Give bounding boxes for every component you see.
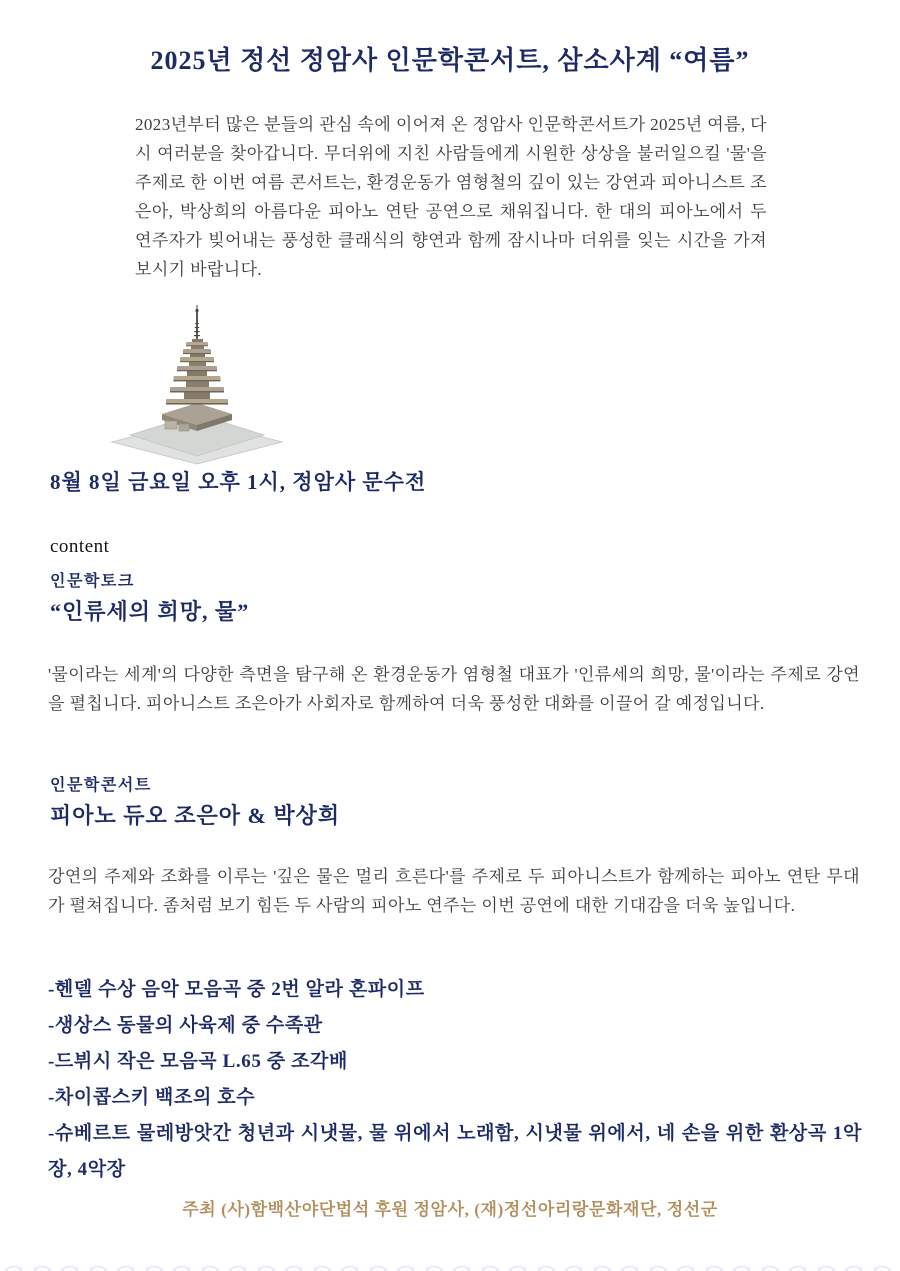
concert-description: 강연의 주제와 조화를 이루는 '깊은 물은 멀리 흐른다'를 주제로 두 피아니스트가 함께하는 피아노 연탄 무대가 펼쳐집니다. 좀처럼 보기 힘든 두 사람의 피아노 연주는 이번 공연에 대한 기대감을 더욱 높입니다.: [48, 867, 860, 915]
program-item: -슈베르트 물레방앗간 청년과 시냇물, 물 위에서 노래함, 시냇물 위에서, 네 손을 위한 환상곡 1악장, 4악장: [48, 1123, 862, 1180]
talk-description: '물이라는 세계'의 다양한 측면을 탐구해 온 환경운동가 염형철 대표가 '인류세의 희망, 물'이라는 주제로 강연을 펼칩니다. 피아니스트 조은아가 사회자로 함께하여 더욱 풍성한 대화를 이끌어 갈 예정입니다.: [48, 665, 860, 713]
content-section-label: content: [50, 536, 110, 557]
page-title: 2025년 정선 정암사 인문학콘서트, 삼소사계 “여름”: [150, 46, 750, 75]
wave-decoration: [0, 1258, 900, 1271]
program-list: [48, 972, 862, 1188]
organizer-sponsor-line: 주최 (사)함백산야단법석 후원 정암사, (재)정선아리랑문화재단, 정선군: [182, 1200, 718, 1219]
talk-title: “인류세의 희망, 물”: [50, 599, 250, 624]
concert-title: 피아노 듀오 조은아 & 박상희: [50, 803, 341, 828]
program-item: -헨델 수상 음악 모음곡 중 2번 알라 혼파이프: [48, 979, 425, 1000]
event-datetime-heading: 8월 8일 금요일 오후 1시, 정암사 문수전: [50, 470, 427, 494]
intro-paragraph: 2023년부터 많은 분들의 관심 속에 이어져 온 정암사 인문학콘서트가 2025년 여름, 다시 여러분을 찾아갑니다. 무더위에 지친 사람들에게 시원한 상상을 불러일으킬 '물'을 주제로 한 이번 여름 콘서트는, 환경운동가 염형철의 깊이 있는 강연과 피아니스트 조은아, 박상희의 아름다운 피아노 연탄 공연으로 채워집니다. 한 대의 피아노에서 두 연주자가 빚어내는 풍성한 클래식의 향연과 함께 잠시나마 더위를 잊는 시간을 가져보시기 바랍니다.: [135, 115, 767, 279]
stone-pagoda-icon: [102, 300, 292, 470]
talk-section-header: [50, 568, 249, 626]
pagoda-image: [102, 300, 292, 470]
program-item: -차이콥스키 백조의 호수: [48, 1087, 256, 1108]
concert-section-label: 인문학콘서트: [50, 777, 152, 794]
concert-section-header: [50, 772, 340, 830]
program-item: -드뷔시 작은 모음곡 L.65 중 조각배: [48, 1051, 348, 1072]
talk-section-label: 인문학토크: [50, 573, 135, 590]
program-item: -생상스 동물의 사육제 중 수족관: [48, 1015, 323, 1036]
